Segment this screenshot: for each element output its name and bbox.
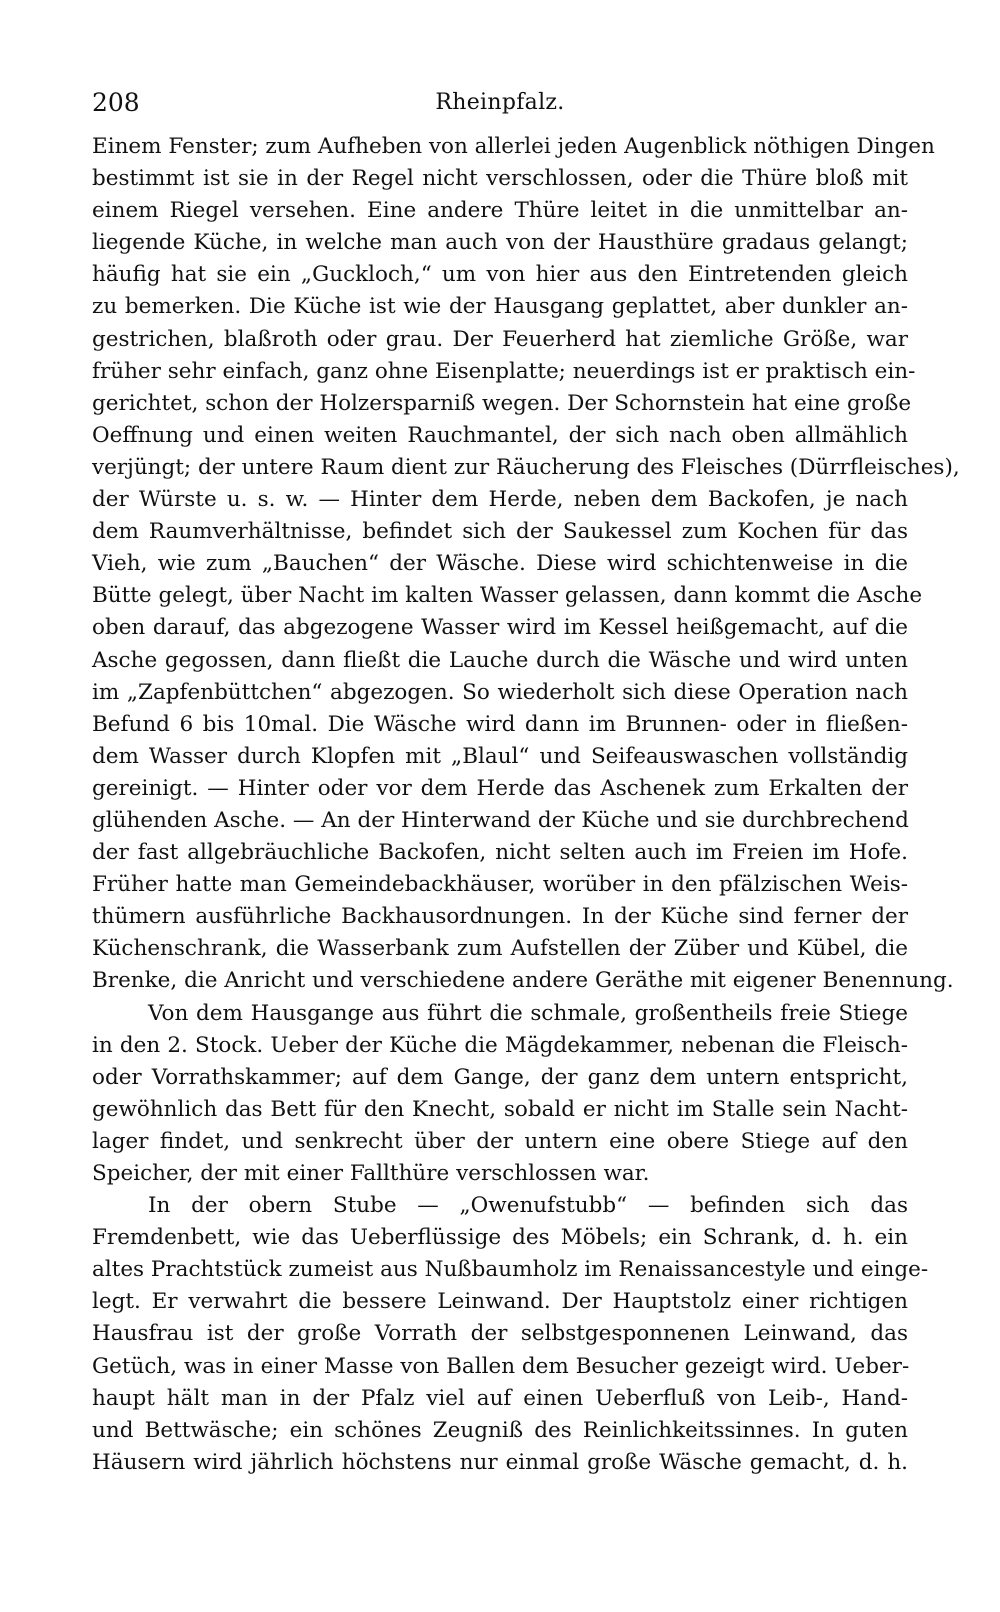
text-line: Oeffnung und einen weiten Rauchmantel, der sich nach oben allmählich xyxy=(92,422,908,448)
text-line: legt. Er verwahrt die bessere Leinwand. Der Hauptstolz einer richtigen xyxy=(92,1289,908,1315)
text-line: Früher hatte man Gemeindebackhäuser, worüber in den pfälzischen Weis- xyxy=(92,872,908,898)
text-line: haupt hält man in der Pfalz viel auf einen Ueberfluß von Leib-, Hand- xyxy=(92,1385,908,1411)
text-line: verjüngt; der untere Raum dient zur Räucherung des Fleisches (Dürrfleisches), xyxy=(92,454,960,480)
page-number: 208 xyxy=(92,88,140,117)
text-line: Speicher, der mit einer Fallthüre verschlossen war. xyxy=(92,1161,650,1186)
text-line: oben darauf, das abgezogene Wasser wird im Kessel heißgemacht, auf die xyxy=(92,615,908,641)
page-header xyxy=(92,86,908,120)
text-line: gewöhnlich das Bett für den Knecht, sobald er nicht im Stalle sein Nacht- xyxy=(92,1096,908,1122)
text-line: liegende Küche, in welche man auch von der Hausthüre gradaus gelangt; xyxy=(92,230,908,256)
text-line: häufig hat sie ein „Guckloch,“ um von hier aus den Eintretenden gleich xyxy=(92,262,908,288)
text-line: und Bettwäsche; ein schönes Zeugniß des Reinlichkeitssinnes. In guten xyxy=(92,1417,908,1443)
text-line: früher sehr einfach, ganz ohne Eisenplatte; neuerdings ist er praktisch ein- xyxy=(92,358,916,384)
text-line: zu bemerken. Die Küche ist wie der Hausgang geplattet, aber dunkler an- xyxy=(92,294,908,320)
text-line: der fast allgebräuchliche Backofen, nicht selten auch im Freien im Hofe. xyxy=(92,840,908,866)
text-line: gerichtet, schon der Holzersparniß wegen. Der Schornstein hat eine große xyxy=(92,390,912,416)
text-line: Befund 6 bis 10mal. Die Wäsche wird dann im Brunnen- oder in fließen- xyxy=(92,711,908,737)
text-line: gereinigt. — Hinter oder vor dem Herde das Aschenek zum Erkalten der xyxy=(92,775,908,801)
paragraph-start-line: In der obern Stube — „Owenufstubb“ — befinden sich das xyxy=(148,1193,908,1219)
text-line: lager findet, und senkrecht über der untern eine obere Stiege auf den xyxy=(92,1128,908,1154)
text-line: Hausfrau ist der große Vorrath der selbstgesponnenen Leinwand, das xyxy=(92,1321,908,1347)
text-line: Häusern wird jährlich höchstens nur einmal große Wäsche gemacht, d. h. xyxy=(92,1449,908,1475)
text-line: glühenden Asche. — An der Hinterwand der Küche und sie durchbrechend xyxy=(92,807,909,833)
body-text xyxy=(92,131,960,1479)
running-head: Rheinpfalz. xyxy=(435,90,565,115)
text-line: im „Zapfenbüttchen“ abgezogen. So wiederholt sich diese Operation nach xyxy=(92,679,908,705)
text-line: Bütte gelegt, über Nacht im kalten Wasser gelassen, dann kommt die Asche xyxy=(92,583,923,609)
text-line: altes Prachtstück zumeist aus Nußbaumholz im Renaissancestyle und einge- xyxy=(92,1257,929,1283)
text-line: der Würste u. s. w. — Hinter dem Herde, neben dem Backofen, je nach xyxy=(92,487,908,513)
text-line: Asche gegossen, dann fließt die Lauche durch die Wäsche und wird unten xyxy=(92,647,908,673)
text-line: dem Wasser durch Klopfen mit „Blaul“ und Seifeauswaschen vollständig xyxy=(92,743,908,769)
paragraph-start-line: Von dem Hausgange aus führt die schmale, großentheils freie Stiege xyxy=(148,1000,908,1026)
text-line: Brenke, die Anricht und verschiedene andere Geräthe mit eigener Benennung. xyxy=(92,968,954,994)
text-line: gestrichen, blaßroth oder grau. Der Feuerherd hat ziemliche Größe, war xyxy=(92,326,908,352)
text-line: Getüch, was in einer Masse von Ballen dem Besucher gezeigt wird. Ueber- xyxy=(92,1353,910,1379)
text-line: Fremdenbett, wie das Ueberflüssige des Möbels; ein Schrank, d. h. ein xyxy=(92,1225,908,1251)
text-line: Küchenschrank, die Wasserbank zum Aufstellen der Züber und Kübel, die xyxy=(92,936,908,962)
text-line: thümern ausführliche Backhausordnungen. In der Küche sind ferner der xyxy=(92,904,908,930)
text-line: in den 2. Stock. Ueber der Küche die Mägdekammer, nebenan die Fleisch- xyxy=(92,1032,908,1058)
text-line: Einem Fenster; zum Aufheben von allerlei jeden Augenblick nöthigen Dingen xyxy=(92,134,935,159)
text-line: bestimmt ist sie in der Regel nicht verschlossen, oder die Thüre bloß mit xyxy=(92,166,908,192)
text-line: Vieh, wie zum „Bauchen“ der Wäsche. Diese wird schichtenweise in die xyxy=(92,551,908,577)
text-line: dem Raumverhältnisse, befindet sich der Saukessel zum Kochen für das xyxy=(92,519,908,545)
text-line: oder Vorrathskammer; auf dem Gange, der ganz dem untern entspricht, xyxy=(92,1064,908,1090)
text-line: einem Riegel versehen. Eine andere Thüre leitet in die unmittelbar an- xyxy=(92,198,908,224)
